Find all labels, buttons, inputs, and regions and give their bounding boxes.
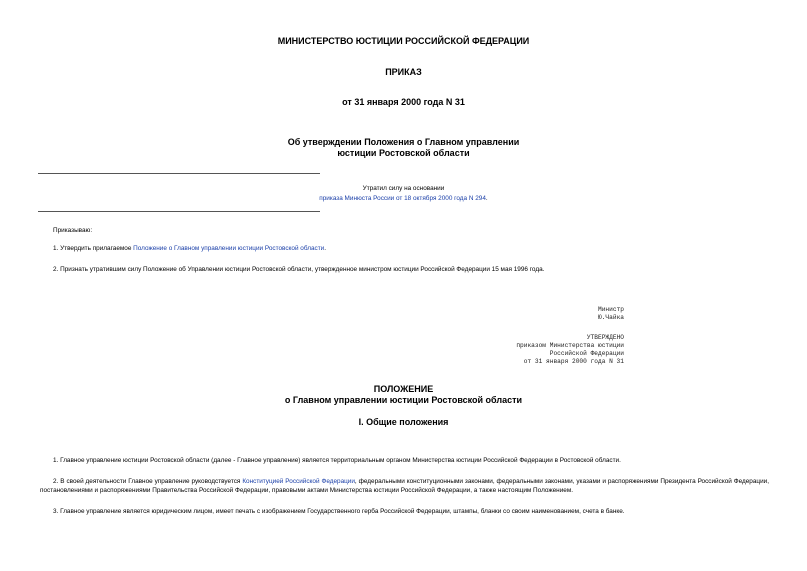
regulation-title: ПОЛОЖЕНИЕ: [373, 384, 434, 394]
doc-title-line1: Об утверждении Положения о Главном управлении: [287, 137, 520, 147]
regulation-paragraph-2-suffix: , федеральными конституционными законами, федеральными законами, указами и распоряжениями Президента Российской Федерации, постановлениями и распоряжениями Правительства Российской Федерации, правовыми актами Министерства юстиции Российской Федерации, а также настоящим Положением.: [40, 478, 769, 494]
divider-top: [38, 173, 320, 174]
order-item-1-suffix: .: [324, 245, 326, 252]
regulation-paragraph-2: [40, 477, 769, 495]
approval-line-2: приказом Министерства юстиции: [516, 342, 624, 349]
approval-line-1: УТВЕРЖДЕНО: [586, 334, 624, 341]
validity-note: Утратил силу на основании: [362, 185, 445, 192]
validity-end: .: [485, 195, 488, 202]
validity-line: [0, 195, 807, 202]
regulation-paragraph-2-prefix: 2. В своей деятельности Главное управление руководствуется: [53, 478, 243, 485]
approval-line-4: от 31 января 2000 года N 31: [523, 358, 624, 365]
ministry-heading: МИНИСТЕРСТВО ЮСТИЦИИ РОССИЙСКОЙ ФЕДЕРАЦИИ: [277, 36, 530, 46]
validity-link[interactable]: приказа Минюста России от 18 октября 2000 года N 294: [319, 195, 486, 202]
order-item-1: [53, 245, 326, 252]
order-item-2: 2. Признать утратившим силу Положение об Управлении юстиции Ростовской области, утвержденное министром юстиции Российской Федерации 15 мая 1996 года.: [53, 266, 545, 273]
order-intro: Приказываю:: [53, 227, 93, 234]
signature-name: Ю.Чайка: [598, 314, 624, 321]
doc-type-heading: ПРИКАЗ: [385, 67, 422, 77]
section-1-heading: I. Общие положения: [358, 417, 449, 427]
signature-title: Министр: [598, 306, 624, 313]
order-item-1-link[interactable]: Положение о Главном управлении юстиции Ростовской области: [133, 245, 325, 252]
approval-line-3: Российской Федерации: [549, 350, 624, 357]
regulation-paragraph-1: 1. Главное управление юстиции Ростовской области (далее - Главное управление) является территориальным органом Министерства юстиции Российской Федерации в Ростовской области.: [53, 457, 621, 464]
constitution-link[interactable]: Конституцией Российской Федерации: [242, 478, 355, 485]
divider-bottom: [38, 211, 320, 212]
regulation-subtitle: о Главном управлении юстиции Ростовской области: [284, 395, 523, 405]
doc-title-line2: юстиции Ростовской области: [337, 148, 470, 158]
doc-date-number: от 31 января 2000 года N 31: [342, 97, 465, 107]
regulation-paragraph-3: 3. Главное управление является юридическим лицом, имеет печать с изображением Государственного герба Российской Федерации, штампы, бланки со своим наименованием, счета в банке.: [53, 508, 625, 515]
order-item-1-prefix: 1. Утвердить прилагаемое: [53, 245, 134, 252]
